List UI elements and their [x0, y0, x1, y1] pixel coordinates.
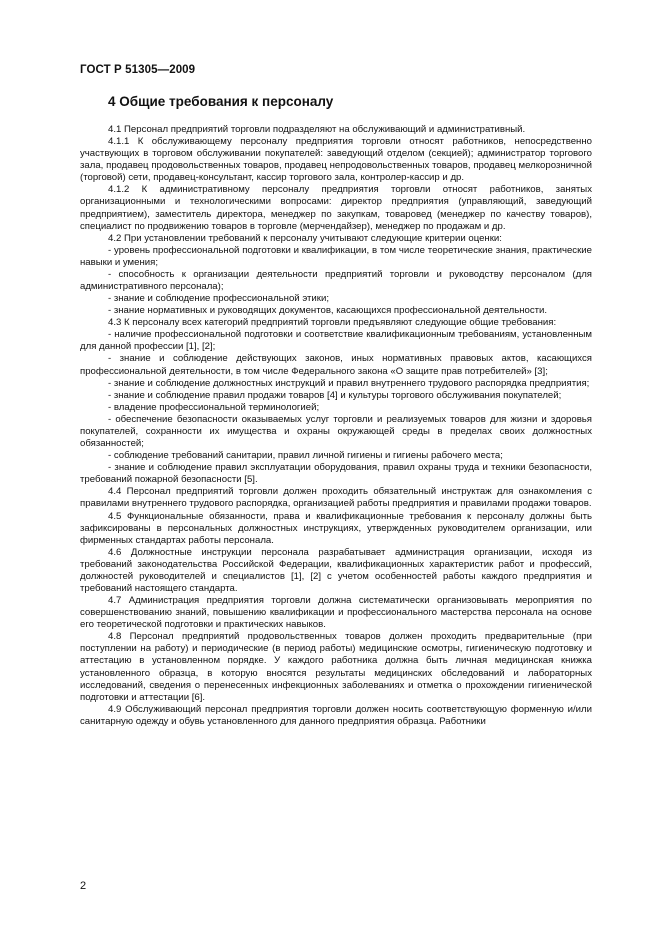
body-text	[80, 124, 592, 728]
paragraph: - наличие профессиональной подготовки и соответствие квалификационным требованиям, установленным для данной профессии [1], [2];	[80, 329, 592, 353]
paragraph: 4.6 Должностные инструкции персонала разрабатывает администрация организации, исходя из требований законодательства Российской Федерации, квалификационных характеристик работ и профессий, должностей руководителей и специалистов [1], [2] с учетом особенностей работы каждого предприятия и требований настоящего стандарта.	[80, 546, 592, 594]
paragraph: 4.9 Обслуживающий персонал предприятия торговли должен носить соответствующую форменную и/или санитарную одежду и обувь установленного для данного предприятия образца. Работники	[80, 703, 592, 727]
paragraph: - уровень профессиональной подготовки и квалификации, в том числе теоретические знания, практические навыки и умения;	[80, 244, 592, 268]
paragraph: - знание и соблюдение правил эксплуатации оборудования, правил охраны труда и техники безопасности, требований пожарной безопасности [5].	[80, 462, 592, 486]
paragraph: 4.8 Персонал предприятий продовольственных товаров должен проходить предварительные (при поступлении на работу) и периодические (в период работы) медицинские осмотры, гигиеническую подготовку и аттестацию в установленном порядке. У каждого работника должна быть личная медицинская книжка установленного образца, в которую вносятся результаты медицинских обследований и лабораторных исследований, сведения о перенесенных инфекционных заболеваниях и отметка о прохождении гигиенической подготовки и аттестации [6].	[80, 631, 592, 703]
paragraph: 4.5 Функциональные обязанности, права и квалификационные требования к персоналу должны быть зафиксированы в персональных должностных инструкциях, утвержденных руководителем организации, или фирменных стандартах работы персонала.	[80, 510, 592, 546]
paragraph: 4.3 К персоналу всех категорий предприятий торговли предъявляют следующие общие требования:	[108, 317, 557, 329]
paragraph: 4.2 При установлении требований к персоналу учитывают следующие критерии оценки:	[108, 232, 502, 244]
paragraph: - обеспечение безопасности оказываемых услуг торговли и реализуемых товаров для жизни и здоровья покупателей, сохранности их имущества и охраны окружающей среды в пределах своих должностных обязанностей;	[80, 413, 592, 450]
paragraph: - знание и соблюдение должностных инструкций и правил внутреннего трудового распорядка предприятия;	[108, 377, 590, 389]
document-header: ГОСТ Р 51305—2009	[80, 64, 196, 76]
paragraph: 4.4 Персонал предприятий торговли должен проходить обязательный инструктаж для ознакомления с правилами внутреннего трудового распорядка, организацией работы предприятия и правилами продажи товаров.	[80, 486, 592, 510]
paragraph: 4.1.1 К обслуживающему персоналу предприятия торговли относят работников, непосредственно участвующих в торговом обслуживании покупателей: заведующий отделом (секцией); администратор торгового зала, продавец продовольственных товаров, продавец непродовольственных товаров, продавец мелкорозничной (торговой) сети, продавец-консультант, кассир торгового зала, контролер-кассир и др.	[80, 136, 592, 184]
paragraph: - владение профессиональной терминологией;	[108, 401, 320, 413]
paragraph: - знание нормативных и руководящих документов, касающихся профессиональной деятельности.	[108, 305, 548, 317]
paragraph: 4.1.2 К административному персоналу предприятия торговли относят работников, занятых организационными и технологическими вопросами: директор предприятия (управляющий, заведующий предприятием), заместитель директора, менеджер по закупкам, товаровед (менеджер по качеству товаров), специалист по продвижению товаров в торговле (мерчендайзер), менеджер по продажам и др.	[80, 184, 592, 232]
section-title: 4 Общие требования к персоналу	[108, 94, 334, 109]
paragraph: - способность к организации деятельности предприятий торговли и руководству персоналом (для административного персонала);	[80, 268, 592, 293]
paragraph: - соблюдение требований санитарии, правил личной гигиены и гигиены рабочего места;	[108, 450, 503, 462]
paragraph: - знание и соблюдение профессиональной этики;	[108, 293, 329, 305]
page-number: 2	[80, 880, 87, 892]
paragraph: 4.7 Администрация предприятия торговли должна систематически организовывать мероприятия по совершенствованию знаний, повышению квалификации и профессионального мастерства персонала на основе его теоретической подготовки и практических навыков.	[80, 595, 592, 631]
paragraph: - знание и соблюдение действующих законов, иных нормативных правовых актов, касающихся профессиональной деятельности, в том числе Федерального закона «О защите прав потребителей» [3];	[80, 353, 592, 377]
paragraph: 4.1 Персонал предприятий торговли подразделяют на обслуживающий и административный.	[108, 124, 526, 135]
paragraph: - знание и соблюдение правил продажи товаров [4] и культуры торгового обслуживания покупателей;	[108, 389, 562, 401]
